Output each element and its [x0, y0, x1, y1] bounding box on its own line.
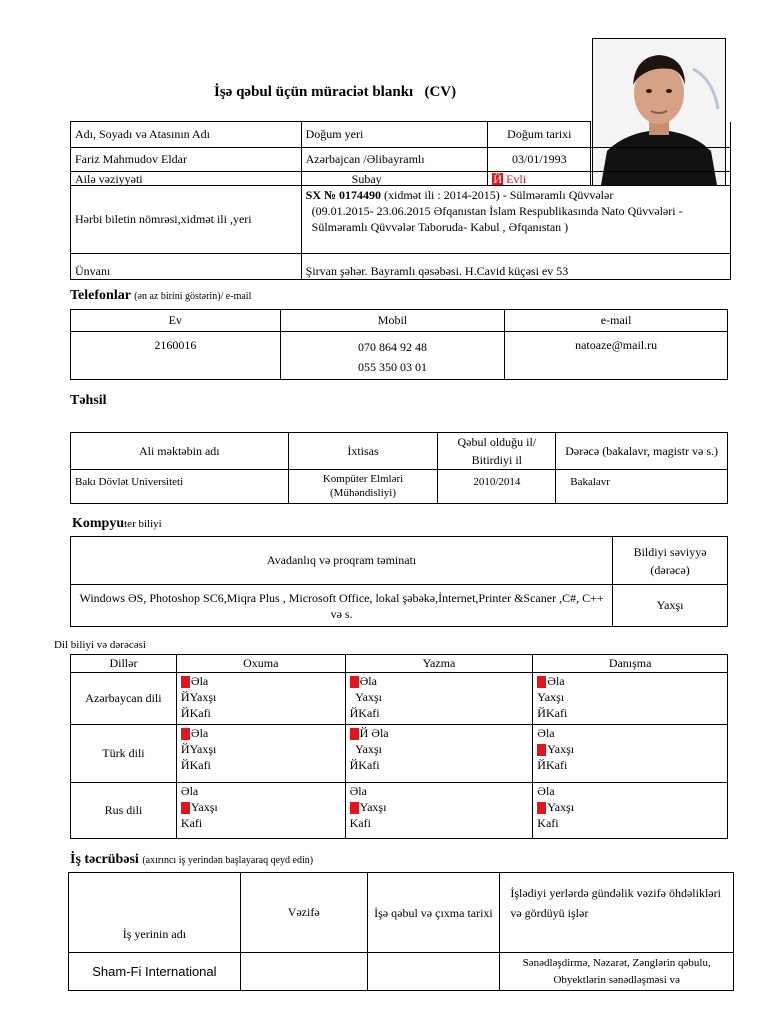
military-id: SX № 0174490 [305, 188, 382, 202]
level-label: Əla [537, 726, 555, 740]
birthdate: 03/01/1993 [488, 148, 591, 172]
level-option [181, 705, 341, 721]
checked-box-icon [350, 676, 359, 688]
position [240, 953, 367, 991]
level-label: ЙKafi [349, 706, 380, 720]
level-option [350, 689, 529, 705]
level-label: Yaxşı [349, 742, 382, 756]
level-option [350, 725, 529, 741]
level-option [181, 741, 341, 757]
level-label: Kafi [180, 816, 203, 830]
level-label: Əla [190, 726, 209, 740]
level-option [181, 673, 341, 689]
email-header: e-mail [505, 310, 728, 332]
level-option [350, 673, 529, 689]
computer-level: Yaxşı [613, 585, 728, 627]
mobile-phone-1: 070 864 92 48 [357, 339, 427, 354]
language-speak-level [533, 673, 728, 725]
marital-label: Ailə vəziyyəti [71, 172, 302, 186]
phones-table [70, 309, 728, 380]
language-read-level [176, 725, 345, 783]
level-option [537, 757, 723, 773]
level-label: Yaxşı [190, 800, 218, 814]
experience-heading: İş təcrübəsi (axırıncı iş yerindən başlayaraq qeyd edin) [70, 852, 314, 867]
checked-box-icon [350, 802, 359, 814]
level-header: Bildiyi səviyyə (dərəcə) [613, 537, 728, 585]
speaking-header: Danışma [533, 655, 728, 673]
level-option [350, 741, 529, 757]
language-row [71, 673, 728, 725]
school-header: Ali məktəbin adı [71, 433, 289, 470]
level-label: Yaxşı [547, 800, 575, 814]
checked-box-icon [537, 802, 546, 814]
languages-heading: Dil biliyi və dərəcəsi [54, 639, 146, 651]
birthplace-header: Doğum yeri [301, 122, 488, 148]
birthplace: Azərbajcan /Əlibayramlı [301, 148, 488, 172]
level-label: ЙYaxşı [180, 690, 217, 704]
level-option [181, 815, 341, 831]
level-option [350, 799, 529, 815]
level-option [537, 673, 723, 689]
language-speak-level [533, 783, 728, 839]
level-label: ЙKafi [349, 758, 380, 772]
level-option [181, 783, 341, 799]
workplace-name: Sham-Fi International [69, 953, 241, 991]
level-label: Əla [349, 784, 367, 798]
level-label: Yaxşı [537, 690, 565, 704]
phones-heading: Telefonlar (ən az birini göstərin)/ e-mail [70, 288, 252, 303]
dates-header: Qəbul olduğu il/ Bitirdiyi il [438, 433, 556, 470]
level-label: Kafi [537, 816, 559, 830]
level-label: Əla [537, 784, 555, 798]
language-read-level [176, 673, 345, 725]
level-label: ЙKafi [537, 758, 568, 772]
level-option [350, 705, 529, 721]
language-row [71, 783, 728, 839]
level-label: ЙKafi [537, 706, 568, 720]
study-dates: 2010/2014 [438, 470, 556, 504]
home-phone: 2160016 [71, 332, 281, 380]
language-name: Türk dili [71, 725, 177, 783]
level-option [181, 757, 341, 773]
personal-info-table [70, 121, 731, 280]
level-label: Kafi [349, 816, 371, 830]
experience-table [68, 872, 734, 991]
specialty: Kompüter Elmləri (Mühəndisliyi) [288, 470, 438, 504]
degree-header: Dərəcə (bakalavr, magistr və s.) [556, 433, 728, 470]
language-read-level [176, 783, 345, 839]
marital-value: Subay [301, 172, 488, 186]
full-name: Fariz Mahmudov Eldar [71, 148, 302, 172]
married-checkbox: Й [493, 171, 503, 186]
level-option [537, 705, 723, 721]
duties-header: İşlədiyi yerlərdə gündəlik vəzifə öhdəlikləri və gördüyü işlər [500, 873, 734, 953]
checked-box-icon [181, 728, 190, 740]
writing-header: Yazma [345, 655, 533, 673]
level-option [537, 741, 723, 757]
languages-header: Dillər [71, 655, 177, 673]
specialty-header: İxtisas [288, 433, 438, 470]
level-label: ЙKafi [180, 706, 211, 720]
level-label: ЙYaxşı [180, 742, 217, 756]
military-label: Hərbi biletin nömrəsi,xidmət ili ,yeri [71, 186, 302, 254]
mobile-phone-2: 055 350 03 01 [357, 359, 427, 374]
level-option [537, 783, 723, 799]
address-label: Ünvanı [71, 254, 302, 280]
level-option [537, 799, 723, 815]
level-option [181, 689, 341, 705]
level-label: Əla [190, 674, 209, 688]
checked-box-icon [350, 728, 359, 740]
level-option [350, 783, 529, 799]
experience-note: (axırıncı iş yerindən başlayaraq qeyd edin) [142, 855, 314, 866]
checked-box-icon [537, 676, 546, 688]
degree: Bakalavr [556, 470, 728, 504]
level-option [537, 689, 723, 705]
mobile-phone-header: Mobil [280, 310, 505, 332]
level-option [537, 725, 723, 741]
address-value: Şirvan şəhər. Bayramlı qəsəbəsi. H.Cavid küçəsi ev 53 [301, 254, 730, 280]
language-row [71, 725, 728, 783]
workplace-header: İş yerinin adı [69, 873, 241, 953]
level-option [350, 815, 529, 831]
reading-header: Oxuma [176, 655, 345, 673]
level-option [181, 799, 341, 815]
checked-box-icon [537, 744, 546, 756]
language-name: Rus dili [71, 783, 177, 839]
language-speak-level [533, 725, 728, 783]
military-service: (xidmət ili : 2014-2015) - Sülməramlı Qüvvələr [381, 188, 614, 202]
home-phone-header: Ev [71, 310, 281, 332]
position-header: Vəzifə [240, 873, 367, 953]
checked-box-icon [181, 676, 190, 688]
language-write-level [345, 725, 533, 783]
language-write-level [345, 783, 533, 839]
employment-dates [367, 953, 500, 991]
email-address: natoaze@mail.ru [505, 332, 728, 380]
school-name: Bakı Dövlət Universiteti [71, 470, 289, 504]
duties: Sənədləşdirmə, Nəzarət, Zənglərin qəbulu, Obyektlərin sənədləşməsi və [500, 953, 734, 991]
level-label: Əla [359, 674, 377, 688]
employment-dates-header: İşə qəbul və çıxma tarixi [367, 873, 500, 953]
level-label: Əla [180, 784, 199, 798]
name-header: Adı, Soyadı və Atasının Adı [71, 122, 302, 148]
computer-heading: Kompyuter biliyi [72, 516, 162, 531]
married-option: Evli [506, 171, 527, 186]
level-label: Əla [547, 674, 565, 688]
education-table [70, 432, 728, 504]
military-deployment: (09.01.2015- 23.06.2015 Əfqanıstan İslam Respublikasında Nato Qüvvələri - Sülməramlı Qüvvələr Taboruda- Kabul , Əfqanıstan ) [311, 204, 683, 234]
page-title: İşə qəbul üçün müraciət blankı (CV) [214, 84, 457, 100]
level-label: ЙKafi [180, 758, 211, 772]
level-label: Yaxşı [547, 742, 575, 756]
checked-box-icon [181, 802, 190, 814]
languages-table [70, 654, 728, 839]
education-heading: Təhsil [70, 393, 107, 408]
birthdate-header: Doğum tarixi [488, 122, 591, 148]
computer-skills-table [70, 536, 728, 627]
language-name: Azərbaycan dili [71, 673, 177, 725]
software-header: Avadanlıq və proqram təminatı [71, 537, 613, 585]
language-write-level [345, 673, 533, 725]
software-list: Windows ƏS, Photoshop SC6,Miqra Plus , Microsoft Office, lokal şəbəkə,İnternet,Printer &Scaner ,C#, C++ və s. [71, 585, 613, 627]
level-label: Yaxşı [349, 690, 382, 704]
level-option [350, 757, 529, 773]
level-label: Yaxşı [359, 800, 387, 814]
level-option [181, 725, 341, 741]
level-label: Й Əla [359, 726, 389, 740]
level-option [537, 815, 723, 831]
phones-note: (ən az birini göstərin)/ e-mail [134, 291, 252, 302]
